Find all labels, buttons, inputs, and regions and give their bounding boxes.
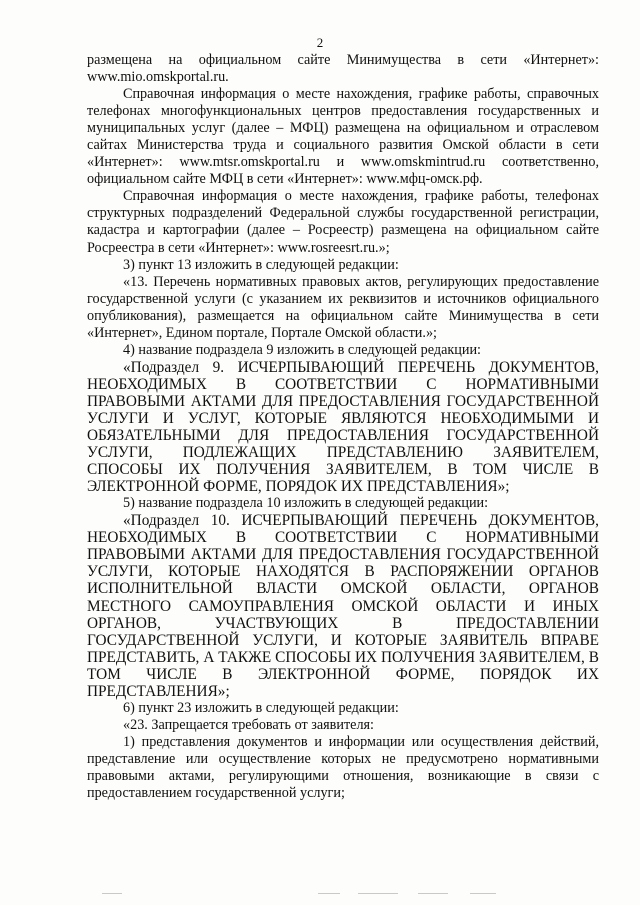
text-paragraph: 1) представления документов и информации или осуществления действий, представление или осуществление которых не предусмотрено нормативными правовыми актами, регулирующими отношения, возникающие в связи с предоставлением государственной услуги; bbox=[87, 733, 599, 802]
text-paragraph: размещена на официальном сайте Минимущества в сети «Интернет»: www.mio.omskportal.ru. bbox=[87, 52, 599, 86]
page-bottom-scan-marks bbox=[0, 893, 640, 905]
text-paragraph: «23. Запрещается требовать от заявителя: bbox=[123, 716, 374, 733]
page-number: 2 bbox=[316, 35, 324, 50]
text-paragraph: 3) пункт 13 изложить в следующей редакции: bbox=[123, 256, 399, 273]
text-paragraph: Справочная информация о месте нахождения, графике работы, телефонах структурных подразделений Федеральной службы государственной регистрации, кадастра и картографии (далее – Росреестр) размещена на официальном сайте Росреестра в сети «Интернет»: www.rosreesrt.ru.»; bbox=[87, 188, 599, 256]
document-body bbox=[87, 52, 599, 802]
section-title-paragraph: «Подраздел 10. ИСЧЕРПЫВАЮЩИЙ ПЕРЕЧЕНЬ ДОКУМЕНТОВ, НЕОБХОДИМЫХ В СООТВЕТСТВИИ С НОРМАТИВНЫМИ ПРАВОВЫМИ АКТАМИ ДЛЯ ПРЕДОСТАВЛЕНИЯ ГОСУДАРСТВЕННОЙ УСЛУГИ, КОТОРЫЕ НАХОДЯТСЯ В РАСПОРЯЖЕНИИ ОРГАНОВ ИСПОЛНИТЕЛЬНОЙ ВЛАСТИ ОМСКОЙ ОБЛАСТИ, ОРГАНОВ МЕСТНОГО САМОУПРАВЛЕНИЯ ОМСКОЙ ОБЛАСТИ И ИНЫХ ОРГАНОВ, УЧАСТВУЮЩИХ В ПРЕДОСТАВЛЕНИИ ГОСУДАРСТВЕННОЙ УСЛУГИ, И КОТОРЫЕ ЗАЯВИТЕЛЬ ВПРАВЕ ПРЕДСТАВИТЬ, А ТАКЖЕ СПОСОБЫ ИХ ПОЛУЧЕНИЯ ЗАЯВИТЕЛЕМ, В ТОМ ЧИСЛЕ В ЭЛЕКТРОННОЙ ФОРМЕ, ПОРЯДОК ИХ ПРЕДСТАВЛЕНИЯ»; bbox=[87, 512, 599, 700]
text-paragraph: «13. Перечень нормативных правовых актов, регулирующих предоставление государственной услуги (с указанием их реквизитов и источников официального опубликования), размещается на официальном сайте Минимущества в сети «Интернет», Едином портале, Портале Омской области.»; bbox=[87, 273, 599, 341]
section-title-paragraph: «Подраздел 9. ИСЧЕРПЫВАЮЩИЙ ПЕРЕЧЕНЬ ДОКУМЕНТОВ, НЕОБХОДИМЫХ В СООТВЕТСТВИИ С НОРМАТИВНЫМИ ПРАВОВЫМИ АКТАМИ ДЛЯ ПРЕДОСТАВЛЕНИЯ ГОСУДАРСТВЕННОЙ УСЛУГИ И УСЛУГ, КОТОРЫЕ ЯВЛЯЮТСЯ НЕОБХОДИМЫМИ И ОБЯЗАТЕЛЬНЫМИ ДЛЯ ПРЕДОСТАВЛЕНИЯ ГОСУДАРСТВЕННОЙ УСЛУГИ, ПОДЛЕЖАЩИХ ПРЕДСТАВЛЕНИЮ ЗАЯВИТЕЛЕМ, СПОСОБЫ ИХ ПОЛУЧЕНИЯ ЗАЯВИТЕЛЕМ, В ТОМ ЧИСЛЕ В ЭЛЕКТРОННОЙ ФОРМЕ, ПОРЯДОК ИХ ПРЕДСТАВЛЕНИЯ»; bbox=[87, 358, 599, 496]
text-paragraph: 6) пункт 23 изложить в следующей редакции: bbox=[123, 699, 399, 716]
text-paragraph: 4) название подраздела 9 изложить в следующей редакции: bbox=[123, 341, 481, 358]
text-paragraph: 5) название подраздела 10 изложить в следующей редакции: bbox=[123, 495, 489, 512]
text-paragraph: Справочная информация о месте нахождения, графике работы, справочных телефонах многофункциональных центров предоставления государственных и муниципальных услуг (далее – МФЦ) размещена на официальном и отраслевом сайтах Министерства труда и социального развития Омской области в сети «Интернет»: www.mtsr.omskportal.ru и www.omskmintrud.ru соответственно, официальном сайте МФЦ в сети «Интернет»: www.мфц-омск.рф. bbox=[87, 86, 599, 188]
